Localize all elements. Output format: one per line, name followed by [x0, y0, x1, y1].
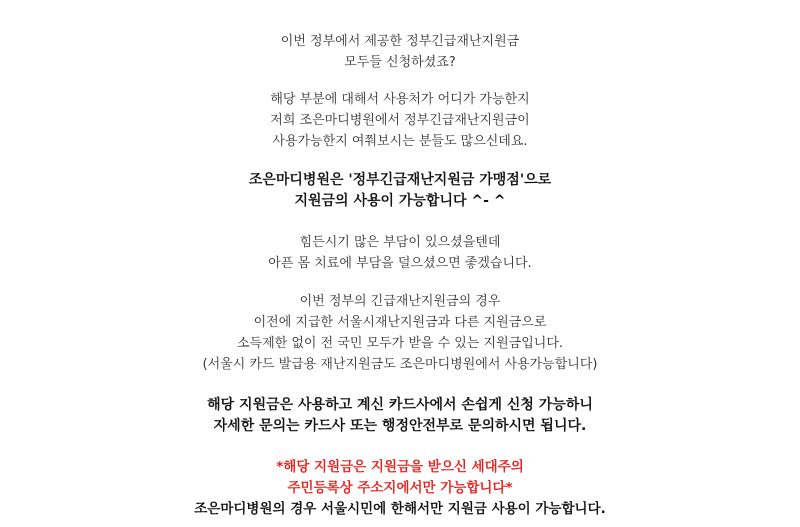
- paragraph-warning: [0, 457, 800, 520]
- text-line: 소득제한 없이 전 국민 모두가 받을 수 있는 지원금입니다.: [236, 336, 564, 351]
- warning-line: *해당 지원금은 지원금을 받으신 세대주의: [276, 459, 524, 475]
- text-line: 조은마디병원은 '정부긴급재난지원금 가맹점'으로: [248, 172, 552, 188]
- paragraph-fund-details: [0, 291, 800, 375]
- paragraph-merchant-announcement: [0, 170, 800, 212]
- text-line: 모두들 신청하셨죠?: [344, 55, 456, 70]
- text-line: (서울시 카드 발급용 재난지원금도 조은마디병원에서 사용가능합니다): [202, 357, 598, 372]
- paragraph-application-guide: [0, 395, 800, 437]
- text-line: 사용가능한지 여쭤보시는 분들도 많으신데요.: [272, 134, 528, 149]
- text-line: 이번 정부에서 제공한 정부긴급재난지원금: [280, 34, 520, 49]
- text-line: 해당 지원금은 사용하고 계신 카드사에서 손쉽게 신청 가능하니: [207, 397, 593, 413]
- text-line: 아픈 몸 치료에 부담을 덜으셨으면 좋겠습니다.: [268, 256, 532, 271]
- text-line: 이번 정부의 긴급재난지원금의 경우: [299, 294, 501, 309]
- text-line: 자세한 문의는 카드사 또는 행정안전부로 문의하시면 됩니다.: [213, 418, 587, 434]
- restriction-line: 조은마디병원의 경우 서울시민에 한해서만 지원금 사용이 가능합니다.: [194, 501, 606, 517]
- paragraph-intro: [0, 31, 800, 73]
- text-line: 저희 조은마디병원에서 정부긴급재난지원금이: [270, 113, 530, 128]
- text-line: 이전에 지급한 서울시재난지원금과 다른 지원금으로: [253, 315, 547, 330]
- text-line: 지원금의 사용이 가능합니다 ^- ^: [294, 193, 506, 209]
- paragraph-wishes: [0, 232, 800, 274]
- warning-line: 주민등록상 주소지에서만 가능합니다*: [287, 480, 513, 496]
- text-line: 힘든시기 많은 부담이 있으셨을텐데: [299, 235, 501, 250]
- paragraph-inquiry: [0, 89, 800, 152]
- text-line: 해당 부분에 대해서 사용처가 어디가 가능한지: [270, 92, 530, 107]
